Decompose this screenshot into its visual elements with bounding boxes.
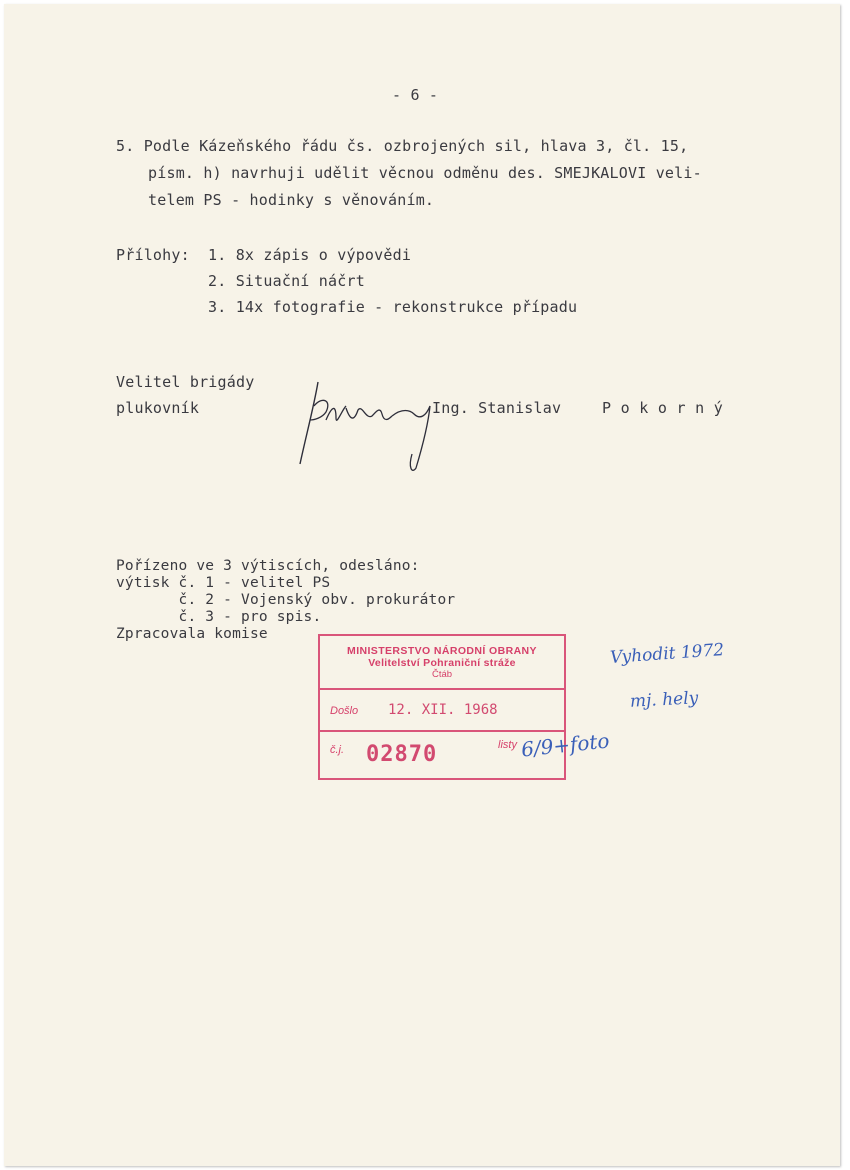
signatory-surname: Pokorný bbox=[602, 399, 733, 417]
handwritten-note: Vyhodit 1972 bbox=[609, 640, 725, 668]
stamp-received-label: Došlo bbox=[330, 705, 359, 717]
distribution-line: č. 2 - Vojenský obv. prokurátor bbox=[116, 592, 456, 608]
attachments-label: Přílohy: bbox=[116, 246, 190, 264]
stamp-received-date: 12. XII. 1968 bbox=[388, 702, 498, 718]
stamp-number: 02870 bbox=[366, 742, 438, 767]
paragraph-line: telem PS - hodinky s věnováním. bbox=[148, 191, 435, 209]
distribution-line: Zpracovala komise bbox=[116, 626, 268, 642]
attachment-item: 3. 14x fotografie - rekonstrukce případu bbox=[208, 298, 578, 316]
handwritten-note: mj. hely bbox=[629, 688, 699, 712]
attachment-item: 2. Situační náčrt bbox=[208, 272, 365, 290]
distribution-line: Pořízeno ve 3 výtiscích, odesláno: bbox=[116, 558, 420, 574]
paragraph-line: písm. h) navrhuji udělit věcnou odměnu des. SMEJKALOVI veli- bbox=[148, 164, 702, 182]
stamp-line-1: MINISTERSTVO NÁRODNÍ OBRANY bbox=[347, 645, 537, 657]
stamp-number-label: č.j. bbox=[330, 744, 345, 756]
distribution-line: výtisk č. 1 - velitel PS bbox=[116, 575, 331, 591]
stamp-header bbox=[320, 636, 564, 690]
signatory-rank: plukovník bbox=[116, 399, 200, 417]
paragraph-line: 5. Podle Kázeňského řádu čs. ozbrojených sil, hlava 3, čl. 15, bbox=[116, 137, 689, 155]
signatory-role: Velitel brigády bbox=[116, 373, 255, 391]
attachment-item: 1. 8x zápis o výpovědi bbox=[208, 246, 412, 264]
page-number: - 6 - bbox=[392, 86, 439, 104]
stamp-line-2: Velitelství Pohraniční stráže bbox=[368, 657, 516, 669]
signatory-name: Ing. Stanislav bbox=[432, 399, 562, 417]
handwritten-signature bbox=[292, 376, 442, 476]
document-page bbox=[4, 4, 840, 1166]
stamp-line-3: Čtáb bbox=[431, 669, 453, 680]
handwritten-sheets-note: 6/9+foto bbox=[519, 728, 611, 762]
stamp-received-row bbox=[320, 690, 564, 732]
distribution-line: č. 3 - pro spis. bbox=[116, 609, 322, 625]
stamp-sheets-label: listy bbox=[498, 739, 517, 751]
